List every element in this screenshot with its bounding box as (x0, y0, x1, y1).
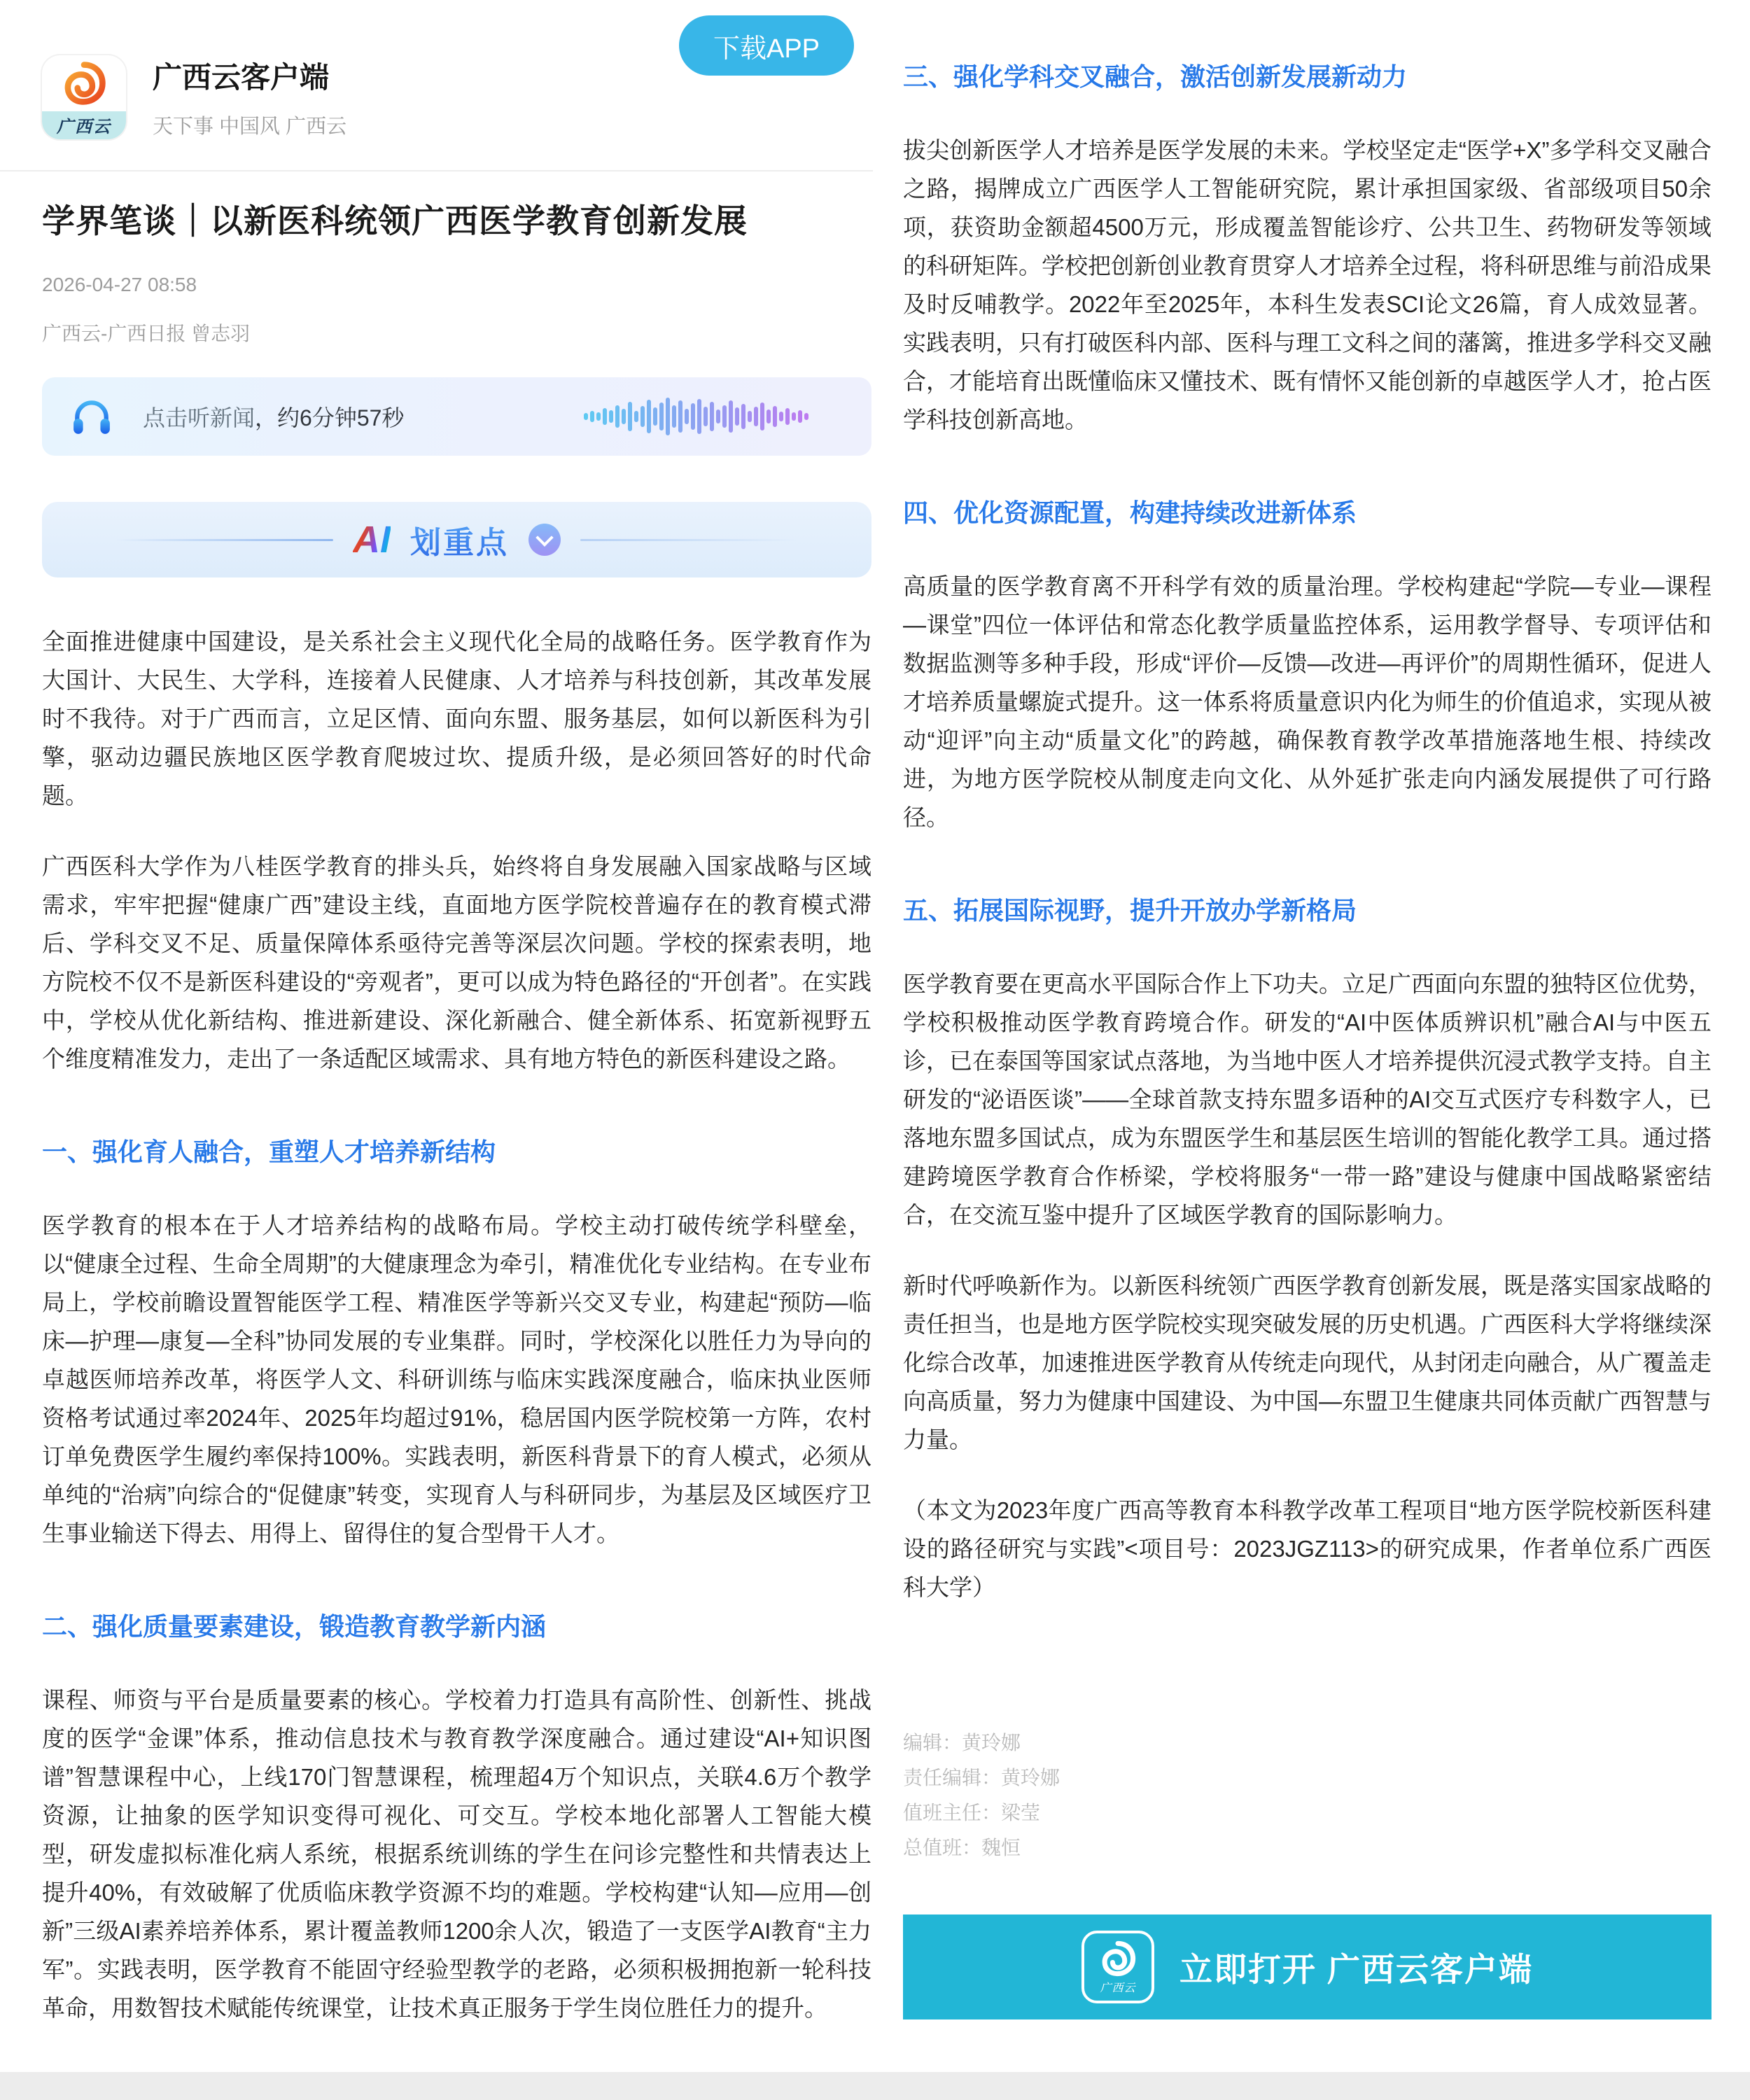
app-logo (42, 55, 126, 139)
credit-editor: 编辑：黄玲娜 (903, 1732, 1021, 1754)
app-logo-outline-icon (1082, 1931, 1154, 2003)
section-heading-2: 二、强化质量要素建设，锻造教育教学新内涵 (42, 1612, 547, 1641)
credit-duty-director: 值班主任：梁莹 (903, 1802, 1041, 1823)
app-logo-wordmark: 广西云 (1100, 1982, 1136, 1994)
ai-highlight-title: 划重点 (410, 517, 509, 562)
app-name: 广西云客户端 (153, 61, 330, 94)
chevron-down-icon[interactable] (528, 524, 561, 556)
decor-line-right (580, 539, 797, 541)
listen-news-label: 点击听新闻 (143, 405, 255, 430)
ai-highlight-banner (42, 502, 872, 578)
open-app-label: 立即打开 广西云客户端 (1179, 1950, 1534, 1988)
section-heading-5: 五、拓展国际视野，提升开放办学新格局 (903, 896, 1357, 925)
editor-credits (903, 1726, 1712, 1865)
source-author: 广西云-广西日报 曾志羽 (42, 323, 251, 344)
app-header (42, 0, 872, 139)
credit-chief-on-duty: 总值班：魏恒 (903, 1837, 1021, 1858)
app-tagline: 天下事 中国风 广西云 (153, 115, 347, 138)
credit-responsible-editor: 责任编辑：黄玲娜 (903, 1767, 1060, 1788)
headphones-icon (71, 398, 112, 435)
article-paragraph: 广西医科大学作为八桂医学教育的排头兵，始终将自身发展融入国家战略与区域需求，牢牢把握“健康广西”建设主线，直面地方医学院校普遍存在的教育模式滞后、学科交叉不足、质量保障体系亟待完善等深层次问题。学校的探索表明，地方院校不仅不是新医科建设的“旁观者”，更可以成为特色路径的“开创者”。在实践中，学校从优化新结构、推进新建设、深化新融合、健全新体系、拓宽新视野五个维度精准发力，走出了一条适配区域需求、具有地方特色的新医科建设之路。 (42, 853, 872, 1072)
article-paragraph: 拔尖创新医学人才培养是医学发展的未来。学校坚定走“医学+X”多学科交叉融合之路，揭牌成立广西医学人工智能研究院，累计承担国家级、省部级项目50余项，获资助金额超4500万元，形成覆盖智能诊疗、公共卫生、药物研发等领域的科研矩阵。学校把创新创业教育贯穿人才培养全过程，将科研思维与前沿成果及时反哺教学。2022年至2025年，本科生发表SCI论文26篇，育人成效显著。实践表明，只有打破医科内部、医科与理工文科之间的藩篱，推进多学科交叉融合，才能培育出既懂临床又懂技术、既有情怀又能创新的卓越医学人才，抢占医学科技创新高地。 (903, 137, 1712, 433)
right-column (903, 0, 1712, 2100)
header-divider (0, 170, 873, 172)
download-app-button[interactable]: 下载APP (679, 15, 854, 76)
article-paragraph: 课程、师资与平台是质量要素的核心。学校着力打造具有高阶性、创新性、挑战度的医学“金课”体系，推动信息技术与教育教学深度融合。通过建设“AI+知识图谱”智慧课程中心，上线170门智慧课程，梳理超4万个知识点，关联4.6万个教学资源，让抽象的医学知识变得可视化、可交互。学校本地化部署人工智能大模型，研发虚拟标准化病人系统，根据系统训练的学生在问诊完整性和共情表达上提升40%，有效破解了优质临床教学资源不均的难题。学校构建“认知—应用—创新”三级AI素养培养体系，累计覆盖教师1200余人次，锻造了一支医学AI教育“主力军”。实践表明，医学教育不能固守经验型教学的老路，必须积极拥抱新一轮科技革命，用数智技术赋能传统课堂，让技术真正服务于学生岗位胜任力的提升。 (42, 1687, 872, 2021)
app-logo-wordmark: 广西云 (42, 111, 126, 139)
article-title: 学界笔谈｜以新医科统领广西医学教育创新发展 (42, 202, 748, 239)
listen-news-player[interactable] (42, 377, 872, 456)
section-heading-1: 一、强化育人融合，重塑人才培养新结构 (42, 1138, 496, 1166)
page-bottom-strip (0, 2072, 1750, 2100)
article-paragraph: 全面推进健康中国建设，是关系社会主义现代化全局的战略任务。医学教育作为大国计、大民生、大学科，连接着人民健康、人才培养与科技创新，其改革发展时不我待。对于广西而言，立足区情、面向东盟、服务基层，如何以新医科为引擎，驱动边疆民族地区医学教育爬坡过坎、提质升级，是必须回答好的时代命题。 (42, 629, 872, 808)
left-column (42, 0, 872, 2100)
article-paragraph: 医学教育的根本在于人才培养结构的战略布局。学校主动打破传统学科壁垒，以“健康全过程、生命全周期”的大健康理念为牵引，精准优化专业结构。在专业布局上，学校前瞻设置智能医学工程、精准医学等新兴交叉专业，构建起“预防—临床—护理—康复—全科”协同发展的专业集群。同时，学校深化以胜任力为导向的卓越医师培养改革，将医学人文、科研训练与临床实践深度融合，临床执业医师资格考试通过率2024年、2025年均超过91%，稳居国内医学院校第一方阵，农村订单免费医学生履约率保持100%。实践表明，新医科背景下的育人模式，必须从单纯的“治病”向综合的“促健康”转变，实现育人与科研同步，为基层及区域医疗卫生事业输送下得去、用得上、留得住的复合型骨干人才。 (42, 1212, 872, 1546)
section-heading-3: 三、强化学科交叉融合，激活创新发展新动力 (903, 62, 1408, 91)
open-app-button[interactable] (903, 1914, 1712, 2019)
audio-duration: ，约6分钟57秒 (255, 405, 405, 430)
article-paragraph: 医学教育要在更高水平国际合作上下功夫。立足广西面向东盟的独特区位优势，学校积极推动医学教育跨境合作。研发的“AI中医体质辨识机”融合AI与中医五诊，已在泰国等国家试点落地，为当地中医人才培养提供沉浸式教学支持。自主研发的“泌语医谈”——全球首款支持东盟多语种的AI交互式医疗专科数字人，已落地东盟多国试点，成为东盟医学生和基层医生培训的智能化教学工具。通过搭建跨境医学教育合作桥梁，学校将服务“一带一路”建设与健康中国战略紧密结合，在交流互鉴中提升了区域医学教育的国际影响力。 (903, 971, 1712, 1228)
article-paragraph: 高质量的医学教育离不开科学有效的质量治理。学校构建起“学院—专业—课程—课堂”四位一体评估和常态化教学质量监控体系，运用教学督导、专项评估和数据监测等多种手段，形成“评价—反馈—改进—再评价”的周期性循环，促进人才培养质量螺旋式提升。这一体系将质量意识内化为师生的价值追求，实现从被动“迎评”向主动“质量文化”的跨越，确保教育教学改革措施落地生根、持续改进，为地方医学院校从制度走向文化、从外延扩张走向内涵发展提供了可行路径。 (903, 573, 1712, 830)
section-heading-4: 四、优化资源配置，构建持续改进新体系 (903, 498, 1357, 527)
publish-time: 2026-04-27 08:58 (42, 274, 197, 295)
audio-waveform-icon (584, 394, 808, 439)
ai-logo: AI (353, 519, 391, 561)
article-paragraph: 新时代呼唤新作为。以新医科统领广西医学教育创新发展，既是落实国家战略的责任担当，也是地方医学院校实现突破发展的历史机遇。广西医科大学将继续深化综合改革，加速推进医学教育从传统走向现代，从封闭走向融合，从广覆盖走向高质量，努力为健康中国建设、为中国—东盟卫生健康共同体贡献广西智慧与力量。 (903, 1273, 1712, 1452)
app-header-text (153, 55, 346, 139)
article-body-left (42, 622, 872, 2027)
swirl-icon (42, 55, 126, 111)
article-paragraph: （本文为2023年度广西高等教育本科教学改革工程项目“地方医学院校新医科建设的路径研究与实践”<项目号：2023JGZ113>的研究成果，作者单位系广西医科大学） (903, 1497, 1712, 1600)
decor-line-left (116, 539, 333, 541)
